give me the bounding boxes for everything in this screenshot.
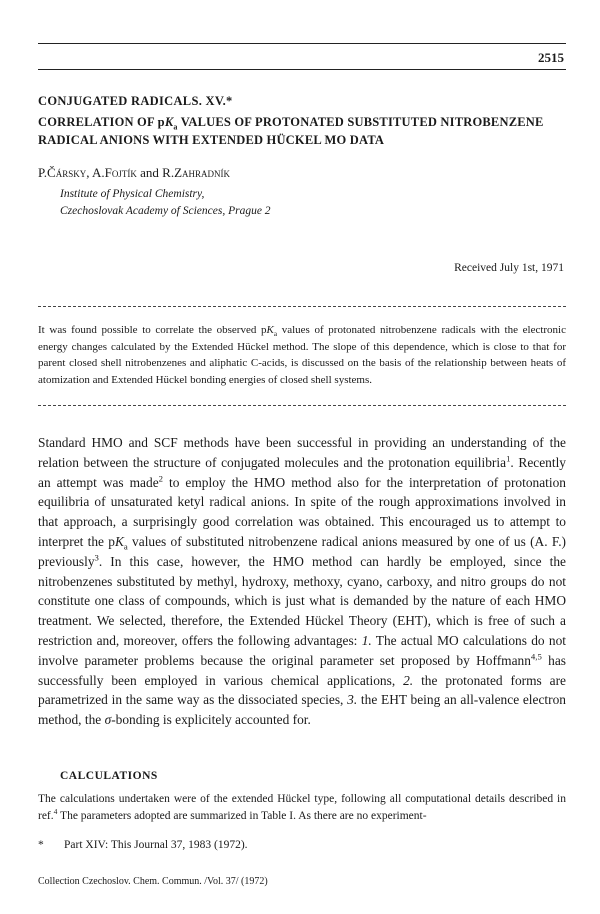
- top-rule: [38, 43, 566, 44]
- footnote: [38, 839, 248, 851]
- footnote-text: Part XIV: This Journal 37, 1983 (1972).: [64, 839, 248, 851]
- footnote-mark: *: [38, 839, 44, 851]
- abstract-top-divider: [38, 306, 566, 307]
- authors: P.Čársky, A.Fojtík and R.Zahradník: [38, 165, 231, 180]
- affiliation: [60, 186, 271, 220]
- body-paragraph: Standard HMO and SCF methods have been successful in providing an understanding of the relation between the structure of conjugated molecules and the protonation equilibria$^1$. Recently an attempt was made$^2$ to employ the HMO method also for the interpretation of protonation equilibria of unsaturated ketyl radical anions. In spite of the rough approximations involved in that approach, a surprisingly good correlation was obtained. This encouraged us to attempt to interpret the $pK_a$ values of substituted nitrobenzene radical anions measured by one of us (A. F.) previously$^3$. In this case, however, the HMO method can hardly be employed, since the nitrobenzenes substituted by methyl, hydroxy, methoxy, cyano, carboxy, and nitro groups do not constitute one class of compounds, which is just what is demanded by the nature of each HMO treatment. We selected, therefore, the Extended Hückel Theory (EHT), which is free of such a restriction and, moreover, offers the following advantages: 1. The actual MO calculations do not involve parameter problems because the original parameter set proposed by Hoffmann$^{4,5}$ has successfully been employed in various chemical applications, 2. the protonated forms are parametrized in the same way as the dissociated species, 3. the EHT being an all-valence electron method, the σ-bonding is explicitely accounted for.: [38, 435, 567, 728]
- journal-footer: Collection Czechoslov. Chem. Commun. /Vol. 37/ (1972): [38, 876, 268, 887]
- calculations-heading: CALCULATIONS: [60, 770, 158, 782]
- header-rule: [38, 69, 566, 70]
- page-number: 2515: [538, 50, 564, 65]
- received-date: Received July 1st, 1971: [454, 262, 564, 274]
- affiliation-line-1: Institute of Physical Chemistry,: [60, 188, 205, 200]
- abstract: It was found possible to correlate the observed $pK_a$ values of protonated nitrobenzene radicals with the electronic energy changes calculated by the Extended Hückel method. The slope of this dependence, which is close to that for parent closed shell nitrobenzenes and aliphatic C-acids, is discussed on the basis of the relationship between heats of atomization and Extended Hückel bonding energies of closed shell systems.: [38, 324, 566, 386]
- affiliation-line-2: Czechoslovak Academy of Sciences, Prague 2: [60, 205, 271, 217]
- paper-title: CORRELATION OF $pK_a$ VALUES OF PROTONATED SUBSTITUTED NITROBENZENE RADICAL ANIONS WITH EXTENDED HÜCKEL MO DATA: [38, 115, 544, 147]
- calculations-paragraph: The calculations undertaken were of the extended Hückel type, following all computational details described in ref.$^4$ The parameters adopted are summarized in Table I. As there are no experiment-: [38, 793, 566, 822]
- abstract-bottom-divider: [38, 405, 566, 406]
- series-title: CONJUGATED RADICALS. XV.*: [38, 94, 233, 108]
